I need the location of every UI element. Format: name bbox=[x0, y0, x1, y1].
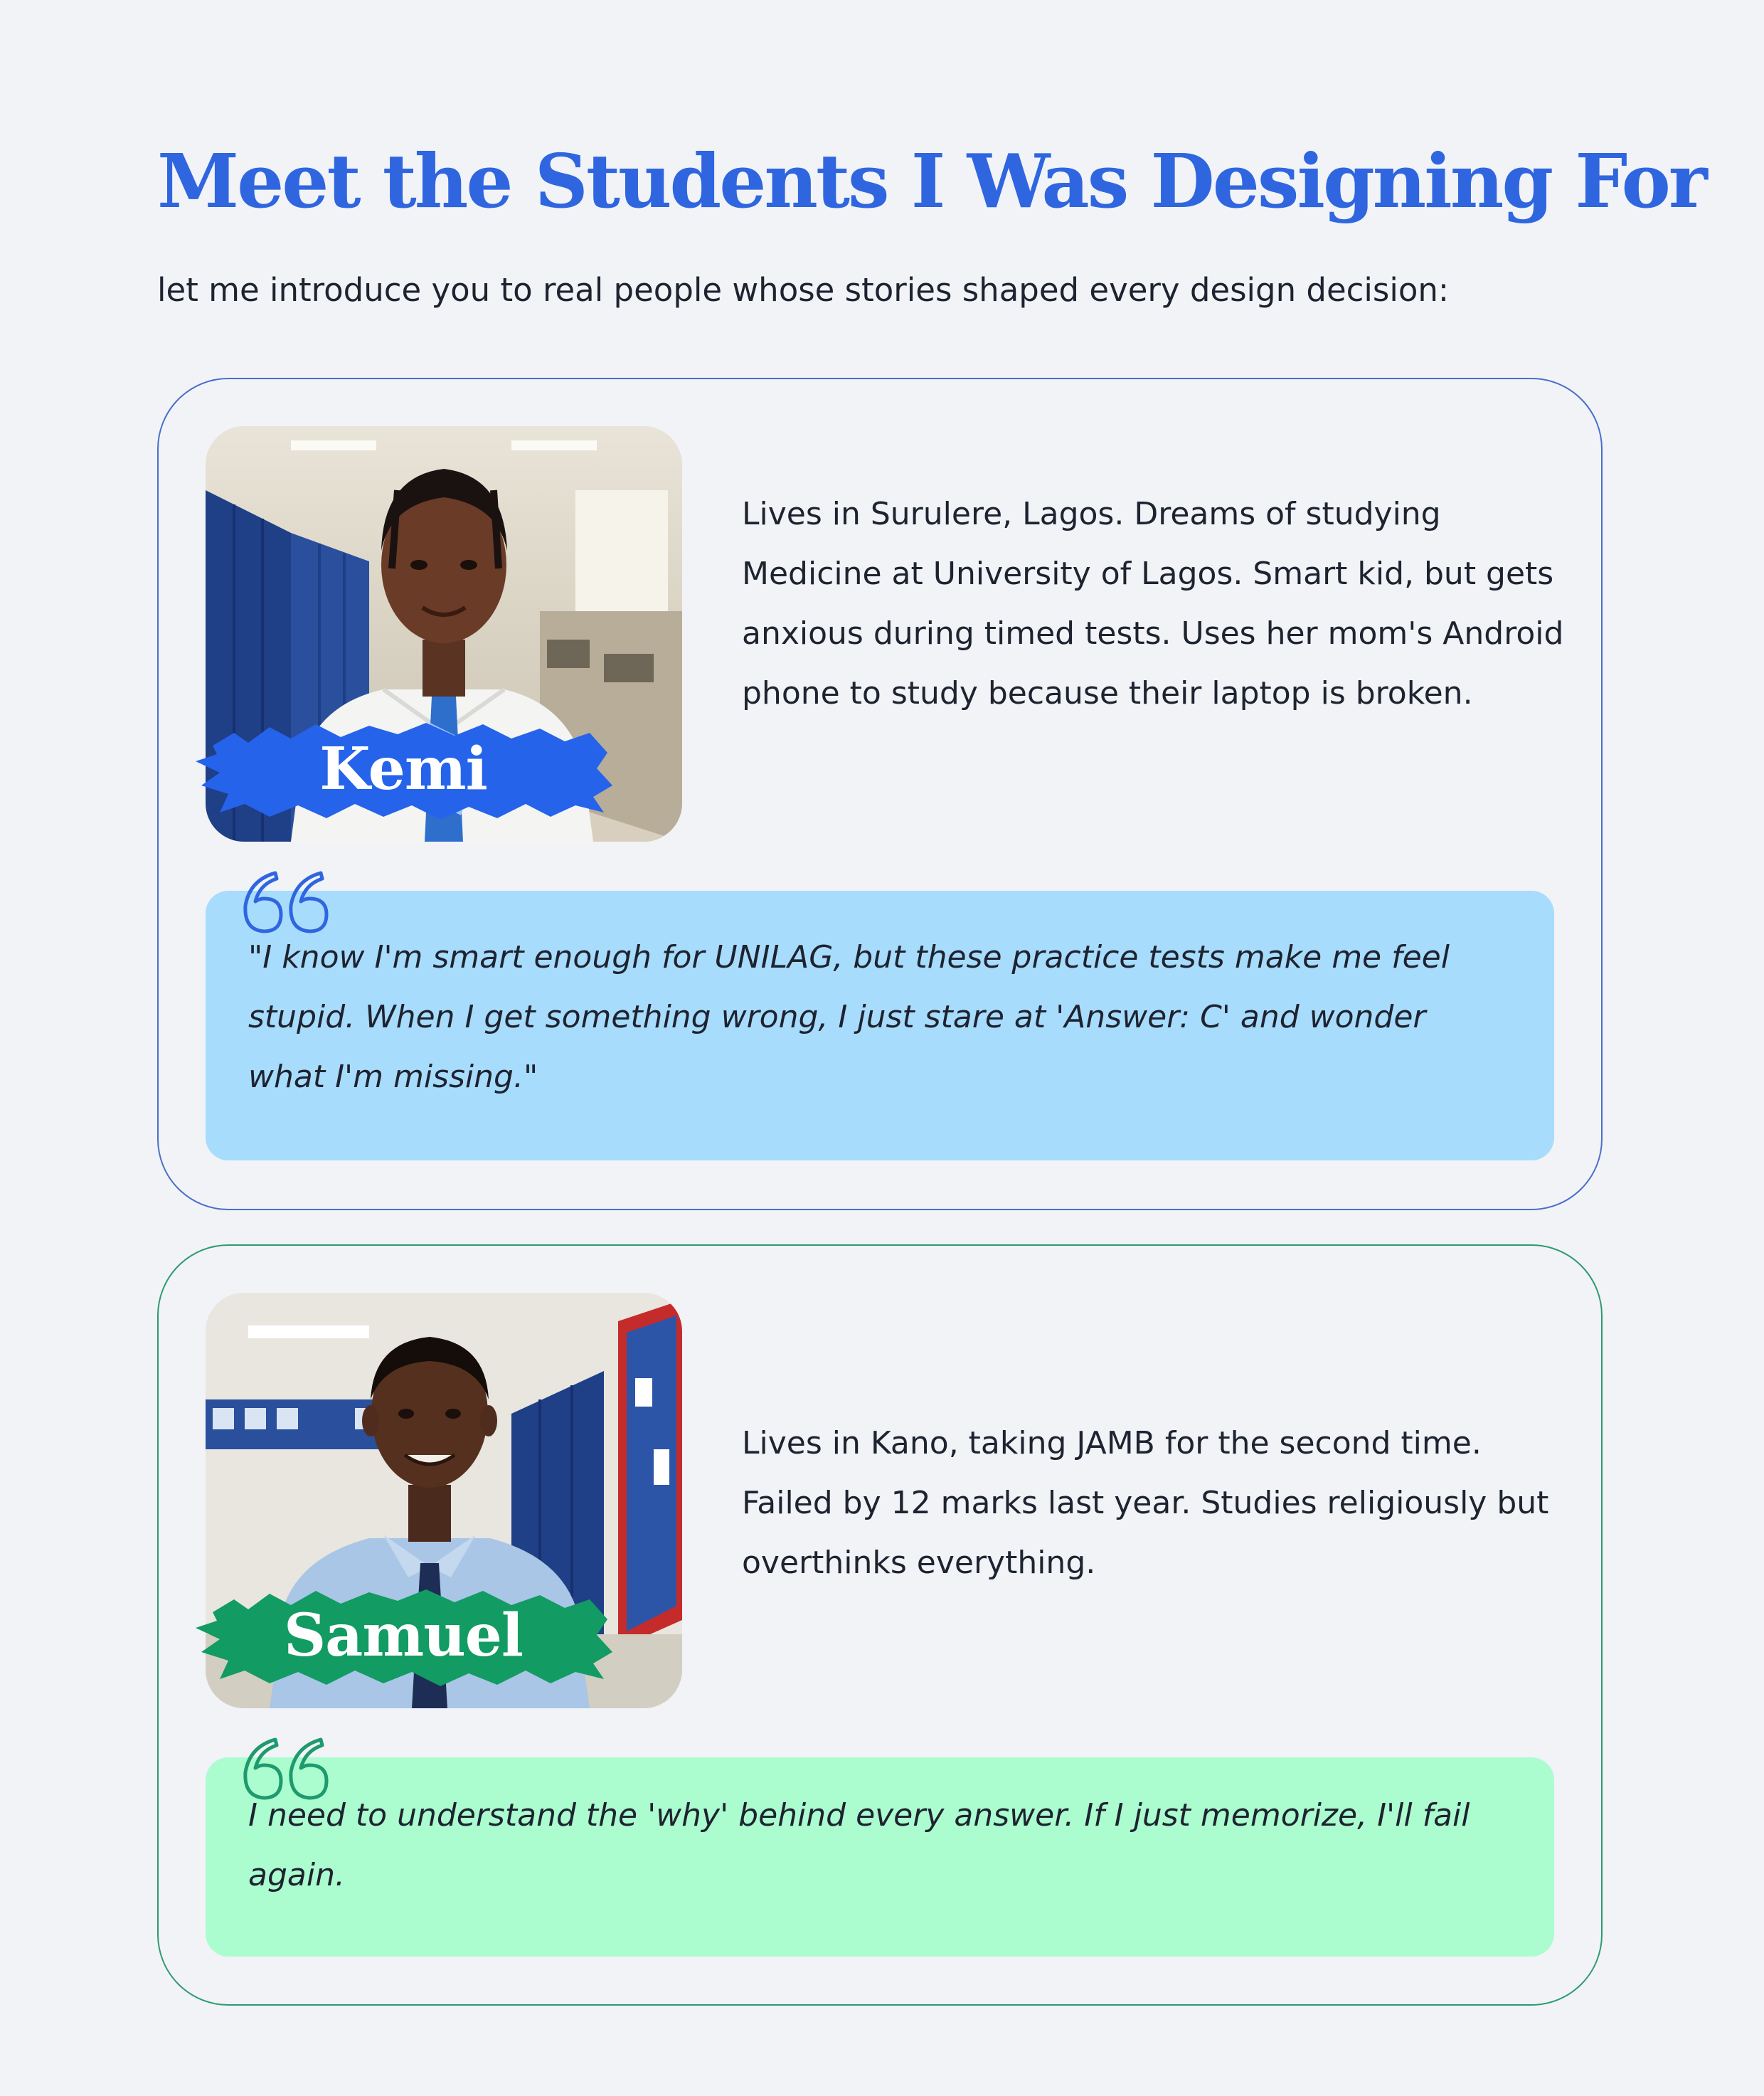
name-tag-samuel bbox=[191, 1584, 615, 1687]
quote-box-samuel bbox=[206, 1757, 1554, 1957]
student-name-kemi: Kemi bbox=[319, 734, 487, 803]
student-bio-samuel: Lives in Kano, taking JAMB for the second time. Failed by 12 marks last year. Studies religiously but overthinks everything. bbox=[742, 1425, 1549, 1581]
name-tag-kemi bbox=[191, 717, 615, 820]
student-quote-samuel: I need to understand the 'why' behind every answer. If I just memorize, I'll fail again. bbox=[248, 1797, 1470, 1893]
quote-mark-icon bbox=[238, 1725, 331, 1804]
student-card-kemi bbox=[157, 378, 1603, 1210]
student-name-samuel: Samuel bbox=[283, 1601, 524, 1670]
quote-mark-icon bbox=[238, 859, 331, 937]
intro-text: let me introduce you to real people whose stories shaped every design decision: bbox=[157, 271, 1450, 309]
quote-box-kemi bbox=[206, 891, 1554, 1160]
student-bio-kemi: Lives in Surulere, Lagos. Dreams of studying Medicine at University of Lagos. Smart kid, but gets anxious during timed tests. Uses her mom's Android phone to study because their laptop is broken. bbox=[742, 496, 1564, 711]
page-title: Meet the Students I Was Designing For bbox=[157, 137, 1706, 225]
student-quote-kemi: "I know I'm smart enough for UNILAG, but these practice tests make me feel stupid. When I get something wrong, I just stare at 'Answer: C' and wonder what I'm missing." bbox=[248, 939, 1450, 1095]
student-card-samuel bbox=[157, 1244, 1603, 2006]
